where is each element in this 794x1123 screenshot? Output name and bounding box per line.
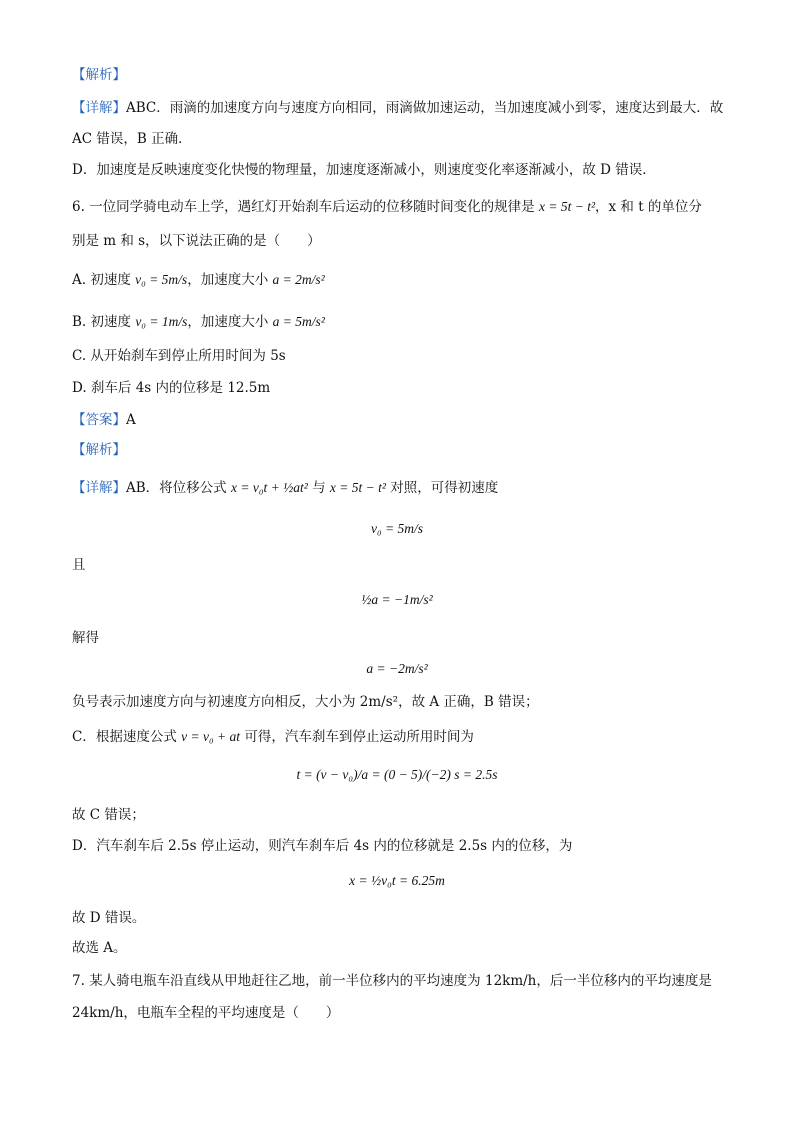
answer-label: 【答案】: [72, 412, 126, 428]
solution-ab: [72, 478, 498, 498]
solution-text: C．根据速度公式: [72, 729, 177, 745]
option-c: [72, 346, 286, 366]
equation-text: x = ½v₀t = 6.25m: [349, 873, 445, 888]
option-text: 初速度: [90, 272, 131, 288]
equation-x: [0, 873, 794, 889]
paragraph-text: AC 错误，B 正确．: [72, 131, 192, 147]
answer-value: A: [126, 412, 136, 428]
question-6-stem-cont: [72, 231, 321, 251]
analysis-label: 【解析】: [72, 442, 126, 458]
solution-d: [72, 836, 572, 856]
analysis-tag-2: [72, 440, 126, 460]
solution-text: D．汽车刹车后 2.5s 停止运动，则汽车刹车后 4s 内的位移就是 2.5s 内的位移，为: [72, 838, 573, 854]
question-number: 6.: [72, 199, 85, 215]
solution-text: 对照，可得初速度: [390, 480, 499, 496]
solution-text: 可得，汽车刹车到停止运动所用时间为: [244, 729, 474, 745]
answer-line: [72, 410, 136, 430]
question-text: ，x 和 t 的单位分: [595, 199, 702, 215]
equation-half-a: [0, 592, 794, 608]
equation-v0: [0, 521, 794, 537]
qie-line: [72, 555, 86, 575]
solution-formula: x = 5t − t²: [329, 480, 386, 495]
question-formula: x = 5t − t²: [538, 199, 595, 214]
option-b: [72, 312, 325, 332]
question-text: 24km/h，电瓶车全程的平均速度是（ ）: [72, 1005, 340, 1021]
option-text: ，加速度大小: [187, 272, 269, 288]
question-6-stem: [72, 197, 702, 217]
solution-text: 解得: [72, 630, 99, 646]
question-text: 某人骑电瓶车沿直线从甲地赶往乙地，前一半位移内的平均速度为 12km/h，后一半位移内的平均速度是: [89, 973, 712, 989]
detail-paragraph-1: [72, 98, 723, 118]
negative-explanation: [72, 692, 539, 712]
solution-formula: x = v₀t + ½at²: [230, 480, 308, 495]
equation-text: v₀ = 5m/s: [370, 521, 424, 536]
c-wrong-line: [72, 805, 145, 825]
question-7-stem: [72, 971, 712, 991]
paragraph-text: ABC．雨滴的加速度方向与速度方向相同，雨滴做加速运动，当加速度减小到零，速度达到最大．故: [126, 100, 724, 116]
equation-t: [0, 767, 794, 783]
option-text: C. 从开始刹车到停止所用时间为 5s: [72, 348, 286, 364]
detail-paragraph-2: [72, 160, 656, 180]
option-formula: a = 2m/s²: [272, 272, 325, 287]
question-7-stem-cont: [72, 1003, 339, 1023]
solution-text: 且: [72, 557, 86, 573]
solution-c: [72, 727, 474, 747]
equation-text: t = (v − v₀)/a = (0 − 5)/(−2) s = 2.5s: [296, 767, 498, 782]
paragraph-text: D．加速度是反映速度变化快慢的物理量，加速度逐渐减小，则速度变化率逐渐减小，故 D 错误．: [72, 162, 656, 178]
option-text: 初速度: [90, 314, 132, 330]
option-formula: a = 5m/s²: [272, 314, 325, 329]
solution-text: 与: [312, 480, 326, 496]
question-text: 别是 m 和 s，以下说法正确的是（ ）: [72, 233, 321, 249]
option-d: [72, 378, 270, 398]
option-text: D. 刹车后 4s 内的位移是 12.5m: [72, 380, 271, 396]
equation-text: a = −2m/s²: [366, 661, 428, 676]
jiede-line: [72, 628, 99, 648]
solution-formula: v = v₀ + at: [181, 729, 241, 744]
solution-text: 故 D 错误。: [72, 910, 146, 926]
equation-text: ½a = −1m/s²: [361, 592, 433, 607]
solution-text: 故选 A。: [72, 940, 127, 956]
option-label: B.: [72, 314, 87, 330]
d-wrong-line: [72, 908, 145, 928]
option-a: [72, 270, 325, 290]
equation-a: [0, 661, 794, 677]
option-formula: v₀ = 5m/s: [135, 272, 188, 287]
solution-text: AB．将位移公式: [126, 480, 227, 496]
option-label: A.: [72, 272, 87, 288]
question-text: 一位同学骑电动车上学，遇红灯开始刹车后运动的位移随时间变化的规律是: [89, 199, 535, 215]
solution-text: 故 C 错误；: [72, 807, 145, 823]
option-text: ，加速度大小: [187, 314, 269, 330]
analysis-label: 【解析】: [72, 67, 126, 83]
analysis-tag: [72, 65, 126, 85]
question-number: 7.: [72, 973, 85, 989]
choose-line: [72, 938, 127, 958]
detail-label: 【详解】: [72, 100, 126, 116]
solution-text: 负号表示加速度方向与初速度方向相反，大小为 2m/s²，故 A 正确，B 错误；: [72, 694, 539, 710]
detail-paragraph-1-cont: [72, 129, 192, 149]
detail-label: 【详解】: [72, 480, 126, 496]
option-formula: v₀ = 1m/s: [135, 314, 188, 329]
